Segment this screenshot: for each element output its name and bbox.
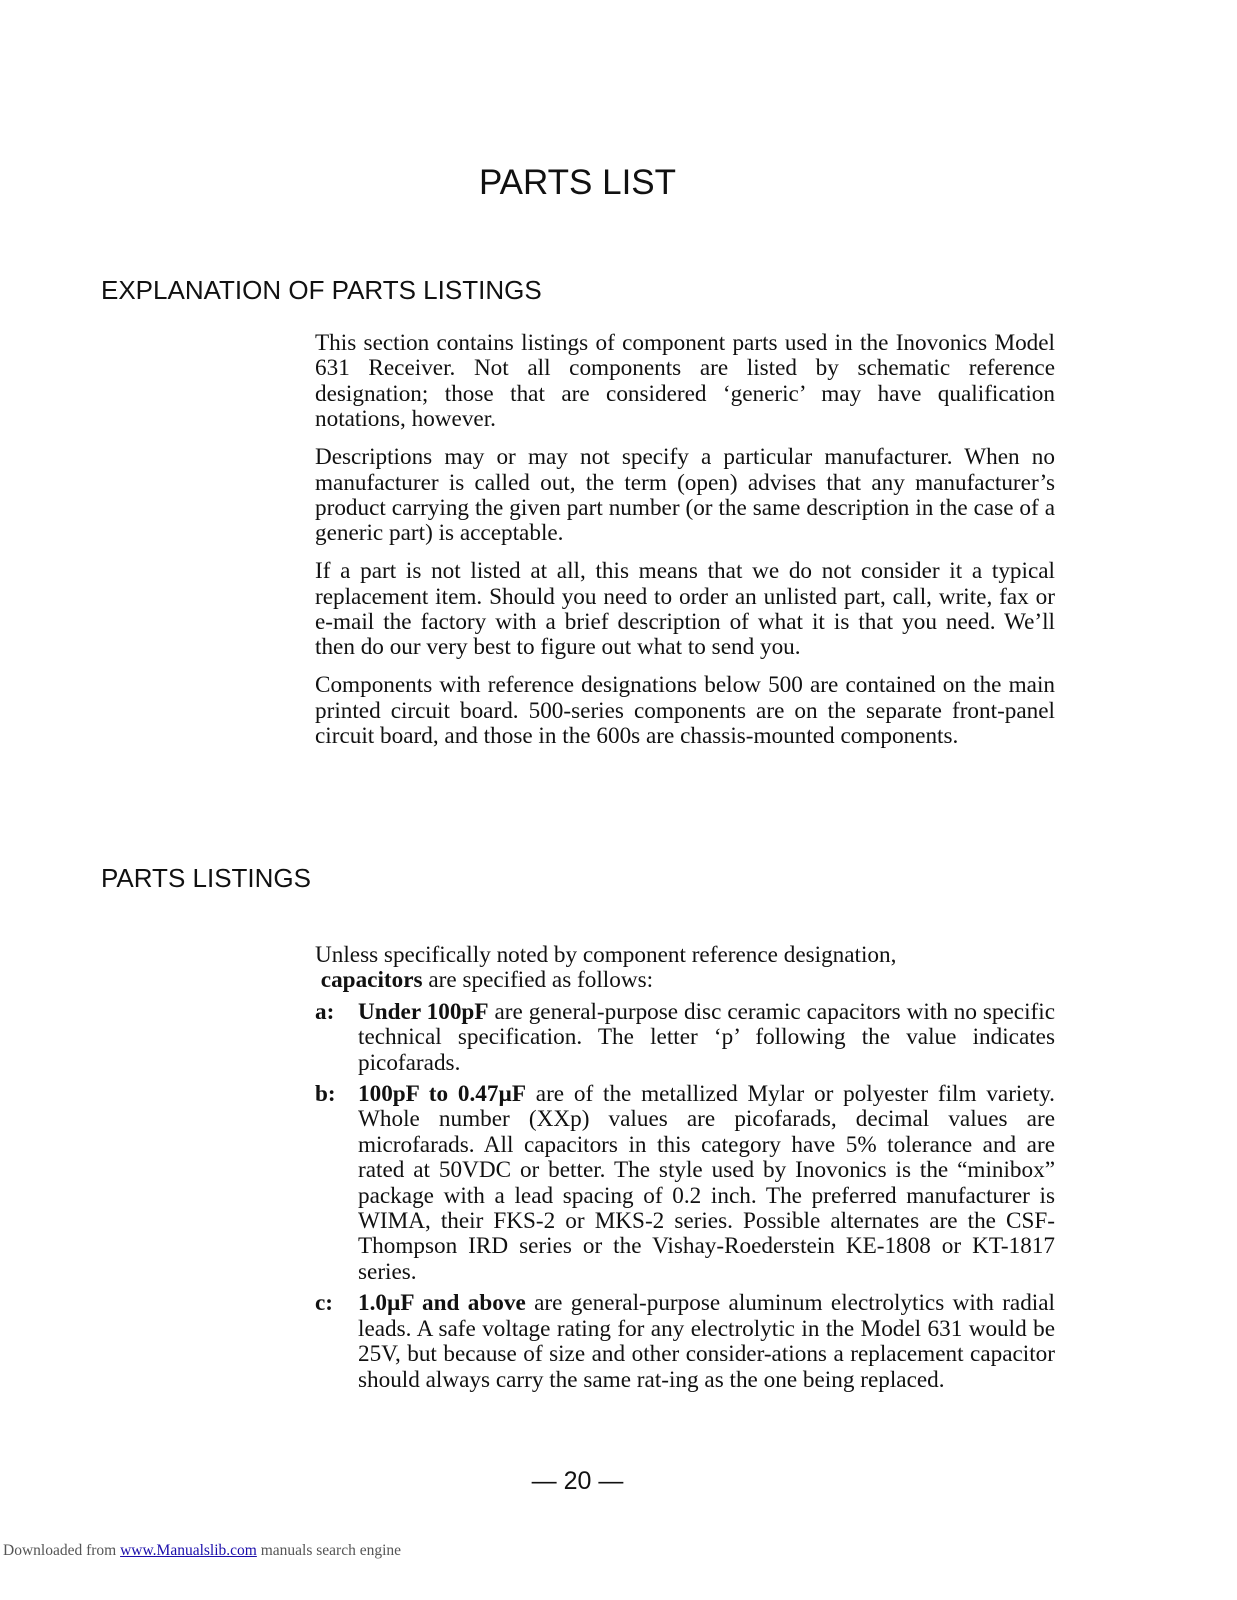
item-text	[358, 1082, 1055, 1285]
explanation-paragraph-2: Descriptions may or may not specify a particular manufacturer. When no manufacturer is called out, the term (open) advises that any manufacturer’s product carrying the given part number (or the same description in the case of a generic part) is acceptable.	[315, 444, 1055, 547]
page-number: — 20 —	[531, 1467, 624, 1495]
capacitor-item-a	[315, 1000, 1055, 1076]
download-footer	[3, 1542, 401, 1560]
intro-text: Unless specifically noted by component reference designation,	[315, 942, 897, 968]
footer-suffix: manuals search engine	[256, 1542, 402, 1559]
explanation-heading: EXPLANATION OF PARTS LISTINGS	[101, 275, 542, 305]
item-description: are general-purpose disc ceramic capacitors with no specific technical specification. The letter ‘p’ following the value indicates picofarads.	[358, 998, 1055, 1076]
intro-bold-capacitors: capacitors	[320, 967, 423, 994]
manualslib-link[interactable]: www.Manualslib.com	[120, 1542, 257, 1559]
explanation-paragraph-1: This section contains listings of component parts used in the Inovonics Model 631 Receiver. Not all components are listed by schematic reference designation; those that are considered ‘generic’ may have qualification notations, however.	[315, 330, 1055, 433]
item-description: are of the metallized Mylar or polyester film variety. Whole number (XXp) values are picofarads, decimal values are microfarads. All capacitors in this category have 5% tolerance and are rated at 50VDC or better. The style used by Inovonics is the “minibox” package with a lead spacing of 0.2 inch. The preferred manufacturer is WIMA, their FKS-2 or MKS-2 series. Possible alternates are the CSF-Thompson IRD series or the Vishay-Roederstein KE-1808 or KT-1817 series.	[358, 1081, 1055, 1285]
explanation-paragraph-4: Components with reference designations below 500 are contained on the main printed circuit board. 500-series components are on the separate front-panel circuit board, and those in the 600s are chassis-mounted components.	[315, 672, 1055, 750]
capacitor-item-b	[315, 1082, 1055, 1285]
capacitors-intro	[315, 943, 1055, 994]
item-letter: b:	[315, 1081, 336, 1108]
footer-prefix: Downloaded from	[3, 1542, 121, 1559]
item-text	[358, 1291, 1055, 1393]
intro-text-end: are specified as follows:	[422, 967, 654, 994]
capacitor-item-c	[315, 1291, 1055, 1393]
item-description: are general-purpose aluminum electrolytics with radial leads. A safe voltage rating for any electrolytic in the Model 631 would be 25V, but because of size and other consider-ations a replacement capacitor should always carry the same rat-ing as the one being replaced.	[358, 1290, 1055, 1393]
item-bold: Under 100pF	[358, 998, 489, 1025]
listings-heading: PARTS LISTINGS	[101, 863, 311, 893]
page-title: PARTS LIST	[478, 163, 677, 202]
item-text	[358, 1000, 1055, 1076]
item-bold: 100pF to 0.47µF	[358, 1081, 526, 1108]
item-bold: 1.0µF and above	[358, 1290, 526, 1317]
listings-body	[315, 943, 1055, 1399]
explanation-paragraph-3: If a part is not listed at all, this means that we do not consider it a typical replacement item. Should you need to order an unlisted part, call, write, fax or e-mail the factory with a brief description of what it is that you need. We’ll then do our very best to figure out what to send you.	[315, 558, 1055, 661]
item-letter: a:	[315, 998, 335, 1025]
item-letter: c:	[315, 1290, 334, 1317]
explanation-body	[315, 331, 1055, 762]
